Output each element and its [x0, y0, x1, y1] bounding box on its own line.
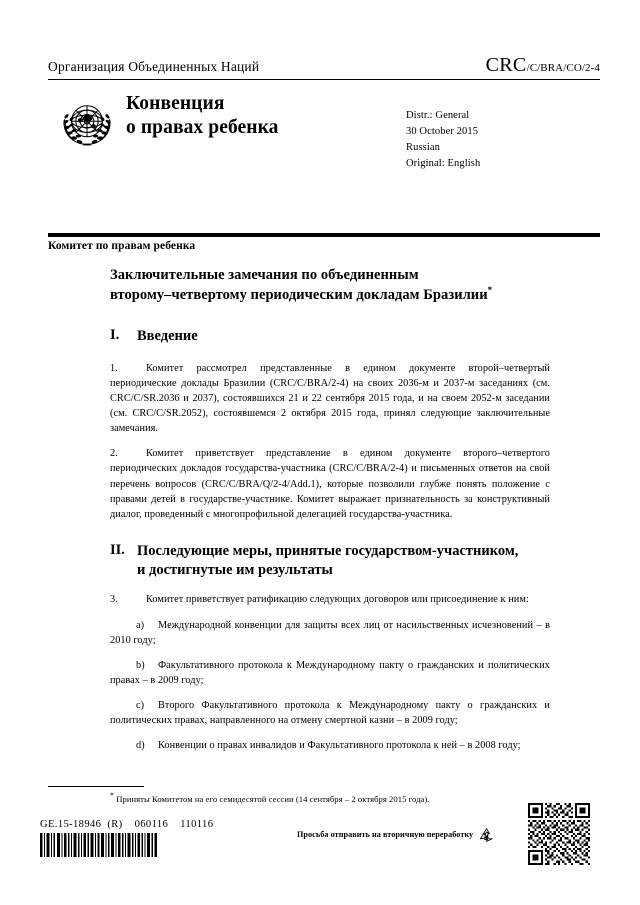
paragraph-number: 2.: [110, 448, 118, 460]
paragraph: [110, 592, 550, 607]
convention-title: [126, 92, 279, 140]
footnote-marker: *: [110, 791, 115, 800]
barcode: [40, 833, 158, 857]
organization-name: Организация Объединенных Наций: [48, 59, 260, 74]
page-title-line1: Заключительные замечания по объединенным: [110, 267, 419, 283]
distr-original: Original: English: [406, 157, 481, 169]
paragraph-text: Комитет рассмотрел представленные в едином документе второй–четвертый периодические доклады Бразилии (CRC/C/BRA/2-4) на своих 2036-м и 2037-м заседаниях (см. CRC/C/SR.2036 и 2037), состоявшихся 21 и 22 сентября 2015 года, и на своем 2052-м заседании (см. CRC/C/SR.2052), состоявшемся 2 октября 2015 года, принял следующие заключительные замечания.: [110, 362, 550, 435]
qr-code: [528, 803, 590, 865]
section-heading-2: [110, 542, 550, 581]
section-divider-rule: [48, 233, 600, 237]
section-title: [137, 542, 518, 581]
masthead: [48, 54, 600, 172]
list-item: [110, 738, 550, 753]
section-numeral: I.: [110, 327, 120, 344]
symbol-suffix: /C/BRA/CO/2-4: [526, 62, 600, 74]
document-symbol: [486, 54, 600, 77]
convention-title-line2: о правах ребенка: [126, 116, 279, 138]
list-item-letter: c): [136, 700, 145, 712]
section-title-line1: Последующие меры, принятые государством-участником,: [137, 542, 519, 559]
paragraph: [110, 361, 550, 437]
footnote-text: Приняты Комитетом на его семидесятой сессии (14 сентября – 2 октября 2015 года).: [116, 793, 430, 804]
list-item-text: Конвенции о правах инвалидов и Факультативного протокола к ней – в 2008 году;: [158, 740, 521, 752]
distr-line: Distr.: General: [406, 110, 470, 121]
section-title: Введение: [137, 328, 198, 345]
recycle-icon: [478, 826, 495, 843]
distribution-block: [406, 108, 480, 172]
un-emblem: [56, 94, 118, 156]
recycling-notice: [297, 826, 495, 843]
paragraph-number: 1.: [110, 362, 118, 374]
page-title-line2: второму–четвертому периодическим докладам Бразилии: [110, 287, 488, 304]
list-item-letter: a): [136, 619, 145, 631]
committee-name: Комитет по правам ребенка: [48, 240, 196, 252]
paragraph-number: 3.: [110, 594, 118, 606]
job-number: GE.15-18946 (R) 060116 110116: [40, 819, 214, 830]
section-numeral: II.: [110, 541, 125, 558]
paragraph-text: Комитет приветствует ратификацию следующих договоров или присоединение к ним:: [146, 594, 529, 606]
footnote: [110, 790, 550, 805]
section-title-line2: и достигнутые им результаты: [137, 562, 333, 579]
paragraph: [110, 446, 550, 522]
list-item-text: Факультативного протокола к Международному пакту о гражданских и политических правах – в 2009 году;: [110, 659, 550, 686]
paragraph-text: Комитет приветствует представление в едином документе второго–четвертого периодических докладов государства-участника (CRC/C/BRA/2-4) и письменных ответов на свой перечень вопросов (CRC/C/BRA/Q/2-4/Add.1), которые позволили глубже понять положение с правами детей в государстве-участнике. Комитет выражает признательность за конструктивный диалог, проведенный с многопрофильной делегацией государства-участника.: [110, 448, 550, 520]
masthead-top-row: [48, 54, 600, 79]
section-heading-1: [110, 327, 550, 346]
distr-language: Russian: [406, 141, 440, 153]
symbol-main: CRC: [485, 54, 527, 76]
distr-date: 30 October 2015: [406, 125, 479, 137]
page-title: [110, 266, 550, 305]
list-item-letter: b): [136, 659, 145, 671]
list-item: [110, 618, 550, 648]
recycling-text: Просьба отправить на вторичную переработку: [297, 830, 474, 839]
list-item: [110, 698, 550, 728]
list-item-text: Международной конвенции для защиты всех лиц от насильственных исчезновений – в 2010 году;: [110, 619, 550, 646]
footnote-rule: [48, 786, 144, 787]
list-item-letter: d): [136, 740, 145, 752]
list-item: [110, 658, 550, 688]
list-item-text: Второго Факультативного протокола к Международному пакту о гражданских и политических правах, направленного на отмену смертной казни – в 2009 году;: [110, 700, 550, 727]
document-body: [110, 266, 550, 763]
masthead-body: [48, 80, 600, 172]
title-footnote-marker: *: [487, 285, 493, 296]
convention-title-line1: Конвенция: [126, 93, 225, 114]
